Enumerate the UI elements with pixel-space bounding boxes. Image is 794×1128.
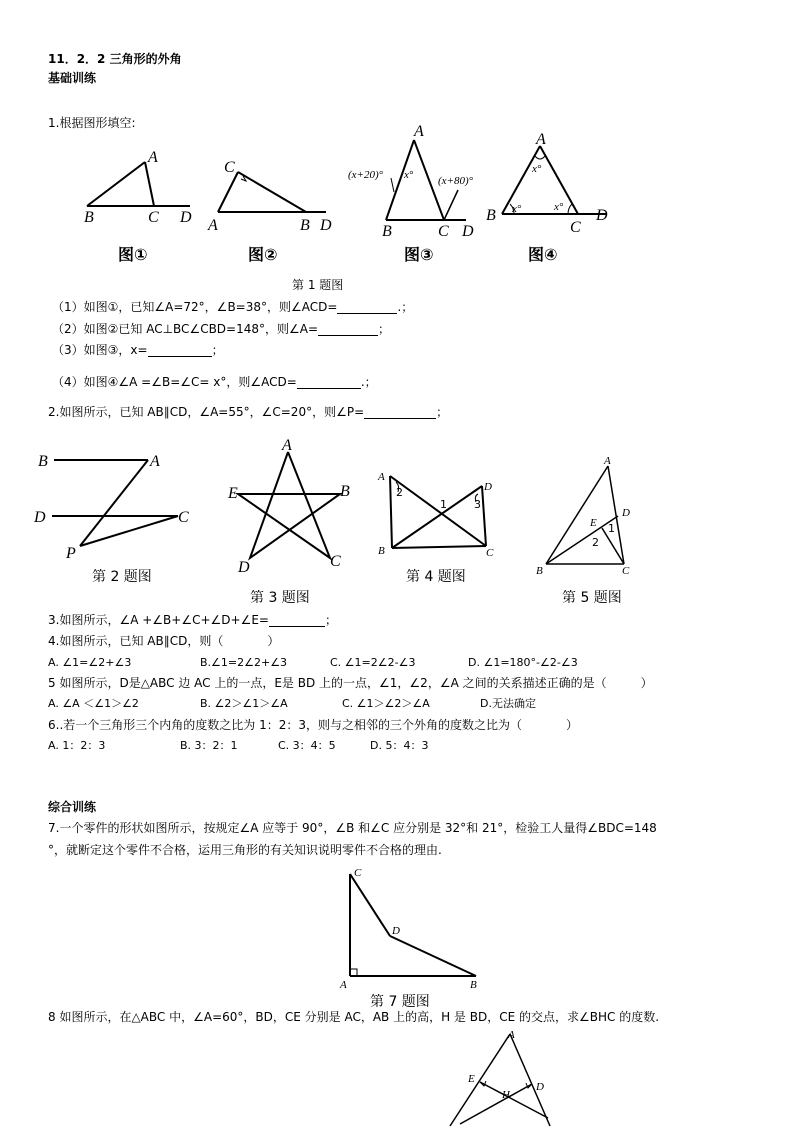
q6-option-d[interactable]: D. 5：4：3 — [370, 739, 429, 752]
q4-option-b[interactable]: B.∠1=2∠2+∠3 — [200, 656, 288, 669]
svg-text:D: D — [462, 223, 474, 240]
section-basic-heading: 基础训练 — [48, 71, 97, 85]
q1-prompt: 1.根据图形填空: — [48, 116, 136, 130]
q6-option-b[interactable]: B. 3：2：1 — [180, 739, 238, 752]
q4-caption: 第 4 题图 — [406, 569, 466, 585]
svg-text:A: A — [282, 437, 292, 454]
svg-text:A: A — [340, 979, 347, 991]
fig-label-4: 图④ — [528, 245, 558, 264]
svg-text:B: B — [536, 565, 543, 577]
q1-blank-2[interactable] — [318, 323, 378, 336]
svg-text:C: C — [486, 547, 494, 559]
svg-text:C: C — [622, 565, 630, 577]
q1-blank-3[interactable] — [148, 344, 212, 357]
svg-text:D: D — [180, 209, 192, 226]
q1-caption: 第 1 题图 — [292, 278, 344, 292]
q3-question: 3.如图所示，∠A +∠B+∠C+∠D+∠E= ； — [48, 613, 337, 627]
svg-text:D: D — [392, 925, 400, 937]
svg-text:D: D — [320, 217, 332, 234]
q5-option-a[interactable]: A. ∠A ＜∠1＞∠2 — [48, 697, 139, 710]
svg-text:1: 1 — [608, 522, 615, 535]
svg-text:E: E — [468, 1073, 475, 1085]
svg-text:A: A — [150, 453, 160, 470]
q1-figure-1 — [82, 148, 202, 228]
svg-text:H: H — [502, 1089, 510, 1101]
svg-text:A: A — [414, 123, 424, 140]
q4-question: 4.如图所示，已知 AB∥CD，则（ ） — [48, 634, 280, 648]
q4-option-d[interactable]: D. ∠1=180°-∠2-∠3 — [468, 656, 578, 669]
q1-figure-4 — [486, 131, 626, 236]
fig3-angle-c-label: (x+80)° — [438, 175, 474, 187]
q1-blank-1[interactable] — [337, 301, 397, 314]
fig4-angle-a-label: x° — [532, 163, 542, 175]
fig-label-2: 图② — [248, 245, 278, 264]
svg-text:E: E — [228, 485, 238, 502]
page-title: 11．2．2 三角形的外角 — [48, 52, 182, 66]
q7-line-1: 7.一个零件的形状如图所示，按规定∠A 应等于 90°，∠B 和∠C 应分别是 32°和 21°，检验工人量得∠BDC=148 — [48, 821, 657, 835]
svg-text:D: D — [34, 509, 46, 526]
section-comprehensive-heading: 综合训练 — [48, 800, 97, 814]
svg-text:D: D — [238, 559, 250, 576]
svg-text:B: B — [300, 217, 310, 234]
q1-item-3: （3）如图③，x= ； — [52, 343, 224, 357]
svg-text:C: C — [330, 553, 341, 570]
svg-text:A: A — [208, 217, 218, 234]
svg-text:C: C — [438, 223, 449, 240]
q8-question: 8 如图所示，在△ABC 中，∠A=60°，BD，CE 分别是 AC，AB 上的高，H 是 BD，CE 的交点，求∠BHC 的度数. — [48, 1010, 660, 1024]
fig3-angle-b-label: (x+20)° — [348, 169, 384, 181]
q6-option-a[interactable]: A. 1：2：3 — [48, 739, 106, 752]
svg-text:A: A — [604, 455, 611, 467]
fig3-angle-a-label: x° — [404, 169, 414, 181]
svg-text:D: D — [622, 507, 630, 519]
q6-question: 6..若一个三角形三个内角的度数之比为 1：2：3，则与之相邻的三个外角的度数之比为（ ） — [48, 718, 579, 732]
q7-caption: 第 7 题图 — [370, 994, 430, 1010]
svg-text:C: C — [148, 209, 159, 226]
svg-text:A: A — [148, 149, 158, 166]
svg-text:B: B — [340, 483, 350, 500]
q5-question: 5 如图所示，D是△ABC 边 AC 上的一点，E是 BD 上的一点，∠1，∠2，∠A 之间的关系描述正确的是（ ） — [48, 676, 653, 690]
svg-text:C: C — [178, 509, 189, 526]
q2-blank[interactable] — [364, 406, 436, 419]
fig4-angle-c-label: x° — [554, 201, 564, 213]
q5-option-c[interactable]: C. ∠1＞∠2＞∠A — [342, 697, 430, 710]
q4-option-a[interactable]: A. ∠1=∠2+∠3 — [48, 656, 132, 669]
svg-text:B: B — [382, 223, 392, 240]
q4-figure — [378, 466, 508, 576]
svg-text:2: 2 — [396, 486, 403, 499]
svg-text:C: C — [224, 159, 235, 176]
svg-text:D: D — [536, 1081, 544, 1093]
q5-caption: 第 5 题图 — [562, 590, 622, 606]
q4-option-c[interactable]: C. ∠1=2∠2-∠3 — [330, 656, 416, 669]
q1-figure-2 — [208, 152, 338, 232]
svg-text:1: 1 — [440, 498, 447, 511]
q1-figure-3 — [346, 123, 506, 242]
q2-caption: 第 2 题图 — [92, 569, 152, 585]
q5-option-d[interactable]: D.无法确定 — [480, 697, 536, 710]
q7-line-2: °，就断定这个零件不合格，运用三角形的有关知识说明零件不合格的理由. — [48, 843, 442, 857]
q2-figure — [30, 448, 200, 578]
fig-label-3: 图③ — [404, 245, 434, 264]
q5-option-b[interactable]: B. ∠2＞∠1＞∠A — [200, 697, 288, 710]
svg-text:A: A — [536, 131, 546, 148]
svg-text:B: B — [84, 209, 94, 226]
svg-text:P: P — [66, 545, 76, 562]
svg-text:A: A — [508, 1029, 515, 1041]
q3-figure — [226, 436, 366, 576]
q1-figure-labels — [0, 242, 794, 272]
svg-text:C: C — [354, 867, 362, 879]
q1-item-4: （4）如图④∠A =∠B=∠C= x°，则∠ACD= .； — [52, 375, 377, 389]
svg-text:E: E — [590, 517, 597, 529]
svg-text:B: B — [470, 979, 477, 991]
q6-option-c[interactable]: C. 3：4：5 — [278, 739, 336, 752]
svg-text:B: B — [38, 453, 48, 470]
q5-figure — [536, 454, 646, 584]
svg-text:D: D — [596, 207, 608, 224]
svg-text:2: 2 — [592, 536, 599, 549]
svg-text:B: B — [378, 545, 385, 557]
svg-text:B: B — [486, 207, 496, 224]
q1-item-2: （2）如图②已知 AC⊥BC∠CBD=148°，则∠A= ； — [52, 322, 391, 336]
q8-figure — [440, 1028, 570, 1128]
q3-caption: 第 3 题图 — [250, 590, 310, 606]
q1-blank-4[interactable] — [297, 376, 361, 389]
fig-label-1: 图① — [118, 245, 148, 264]
svg-text:A: A — [378, 471, 385, 483]
q1-item-1: （1）如图①，已知∠A=72°，∠B=38°，则∠ACD= .； — [52, 300, 414, 314]
svg-text:C: C — [570, 219, 581, 236]
svg-text:D: D — [484, 481, 492, 493]
q2-question: 2.如图所示，已知 AB∥CD，∠A=55°，∠C=20°，则∠P= ； — [48, 405, 449, 419]
fig4-angle-b-label: x° — [512, 203, 522, 215]
q3-blank[interactable] — [269, 614, 325, 627]
svg-text:3: 3 — [474, 498, 481, 511]
q7-figure — [338, 864, 488, 994]
